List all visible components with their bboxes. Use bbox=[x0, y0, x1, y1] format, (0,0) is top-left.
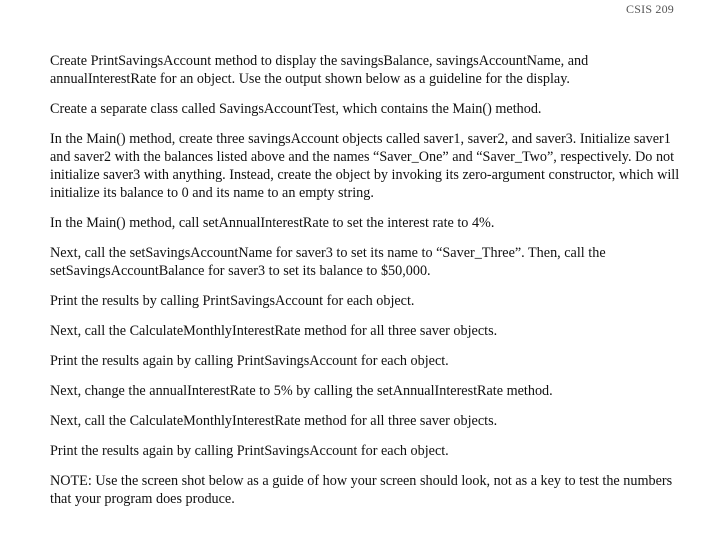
paragraph-calc-monthly-1: Next, call the CalculateMonthlyInterestRate method for all three saver objects. bbox=[50, 323, 498, 339]
paragraph-set-rate-4: In the Main() method, call setAnnualInterestRate to set the interest rate to 4%. bbox=[50, 215, 495, 231]
paragraph-set-rate-5: Next, change the annualInterestRate to 5% by calling the setAnnualInterestRate method. bbox=[50, 383, 553, 399]
paragraph-print-results-3: Print the results again by calling PrintSavingsAccount for each object. bbox=[50, 443, 449, 459]
paragraph-note: NOTE: Use the screen shot below as a guide of how your screen should look, not as a key to test the numbers that your program does produce. bbox=[50, 473, 673, 507]
paragraph-print-results-2: Print the results again by calling PrintSavingsAccount for each object. bbox=[50, 353, 449, 369]
paragraph-create-objects: In the Main() method, create three savingsAccount objects called saver1, saver2, and saver3. Initialize saver1 and saver2 with the balances listed above and the names “Saver_One” and “Saver_Two”, respectively. Do not initialize saver3 with anything. Instead, create the object by invoking its zero-argument constructor, which will initialize its balance to 0 and its name to an empty string. bbox=[50, 131, 680, 201]
paragraph-test-class: Create a separate class called SavingsAccountTest, which contains the Main() method. bbox=[50, 101, 542, 117]
paragraph-calc-monthly-2: Next, call the CalculateMonthlyInterestRate method for all three saver objects. bbox=[50, 413, 498, 429]
paragraph-saver3-setup: Next, call the setSavingsAccountName for saver3 to set its name to “Saver_Three”. Then, call the setSavingsAccountBalance for saver3 to set its balance to $50,000. bbox=[50, 245, 606, 279]
page-header-course-code: CSIS 209 bbox=[626, 2, 674, 16]
paragraph-print-method: Create PrintSavingsAccount method to display the savingsBalance, savingsAccountName, and annualInterestRate for an object. Use the output shown below as a guideline for the display. bbox=[50, 53, 589, 87]
document-body bbox=[50, 52, 682, 520]
paragraph-print-results-1: Print the results by calling PrintSavingsAccount for each object. bbox=[50, 293, 415, 309]
